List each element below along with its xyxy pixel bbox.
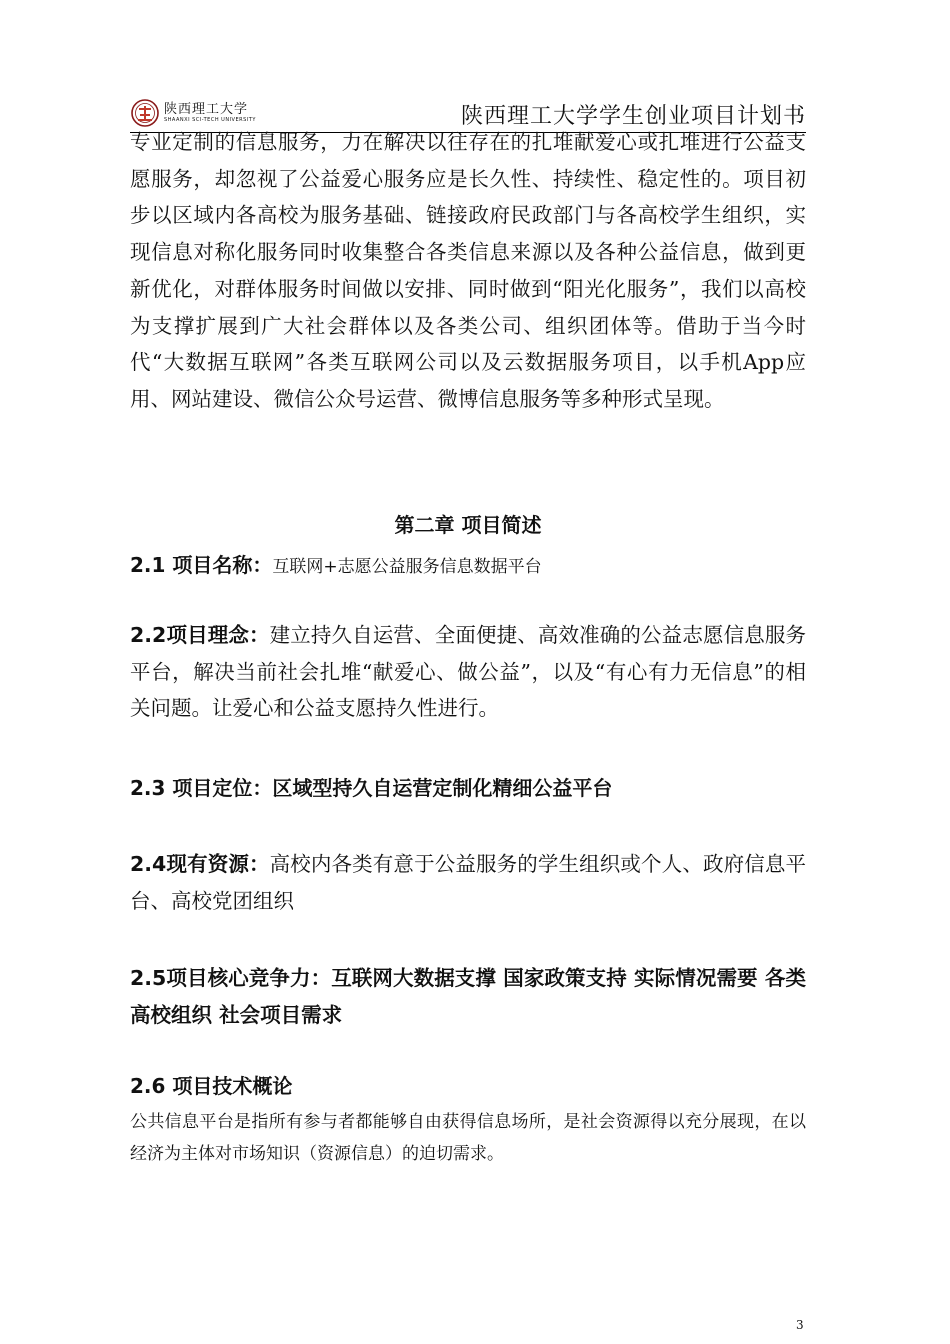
section-2-1-text: 互联网+志愿公益服务信息数据平台 xyxy=(272,557,542,577)
section-2-4-text: 高校内各类有意于公益服务的学生组织或个人、政府信息平台、高校党团组织 xyxy=(130,852,806,913)
document-title: 陕西理工大学学生创业项目计划书 xyxy=(460,104,806,129)
section-2-5 xyxy=(130,960,806,1033)
section-2-3-text: 区域型持久自运营定制化精细公益平台 xyxy=(272,776,613,800)
section-2-3 xyxy=(130,770,806,807)
section-2-4 xyxy=(130,846,806,919)
section-2-3-label: 2.3 项目定位： xyxy=(130,776,273,800)
section-2-5-label: 2.5项目核心竞争力： xyxy=(130,966,332,990)
logo-chinese-name: 陕西理工大学 xyxy=(164,102,249,117)
page-number: 3 xyxy=(796,1318,804,1332)
section-2-2 xyxy=(130,617,806,727)
logo-english-name: SHAANXI SCI-TECH UNIVERSITY xyxy=(164,117,256,123)
section-2-4-label: 2.4现有资源： xyxy=(130,852,270,876)
section-2-1-label: 2.1 项目名称： xyxy=(130,553,273,577)
section-2-2-text: 建立持久自运营、全面便捷、高效准确的公益志愿信息服务平台，解决当前社会扎堆“献爱心、做公益”，以及“有心有力无信息”的相关问题。让爱心和公益支愿持久性进行。 xyxy=(130,623,806,721)
section-2-1 xyxy=(130,547,806,586)
section-2-2-label: 2.2项目理念： xyxy=(130,623,270,647)
chapter-title: 第二章 项目简述 xyxy=(394,513,542,537)
section-2-6-text: 公共信息平台是指所有参与者都能够自由获得信息场所，是社会资源得以充分展现，在以经济为主体对市场知识（资源信息）的迫切需求。 xyxy=(130,1112,806,1164)
intro-paragraph: 专业定制的信息服务，力在解决以往存在的扎堆献爱心或扎堆进行公益支愿服务，却忽视了公益爱心服务应是长久性、持续性、稳定性的。项目初步以区域内各高校为服务基础、链接政府民政部门与各高校学生组织，实现信息对称化服务同时收集整合各类信息来源以及各种公益信息，做到更新优化，对群体服务时间做以安排、同时做到“阳光化服务”，我们以高校为支撑扩展到广大社会群体以及各类公司、组织团体等。借助于当今时代“大数据互联网”各类互联网公司以及云数据服务项目，以手机App应用、网站建设、微信公众号运营、微博信息服务等多种形式呈现。 xyxy=(130,130,806,411)
section-2-5-text: 互联网大数据支撑 国家政策支持 实际情况需要 各类高校组织 社会项目需求 xyxy=(130,966,806,1027)
section-2-6-heading: 2.6 项目技术概论 xyxy=(130,1074,293,1098)
